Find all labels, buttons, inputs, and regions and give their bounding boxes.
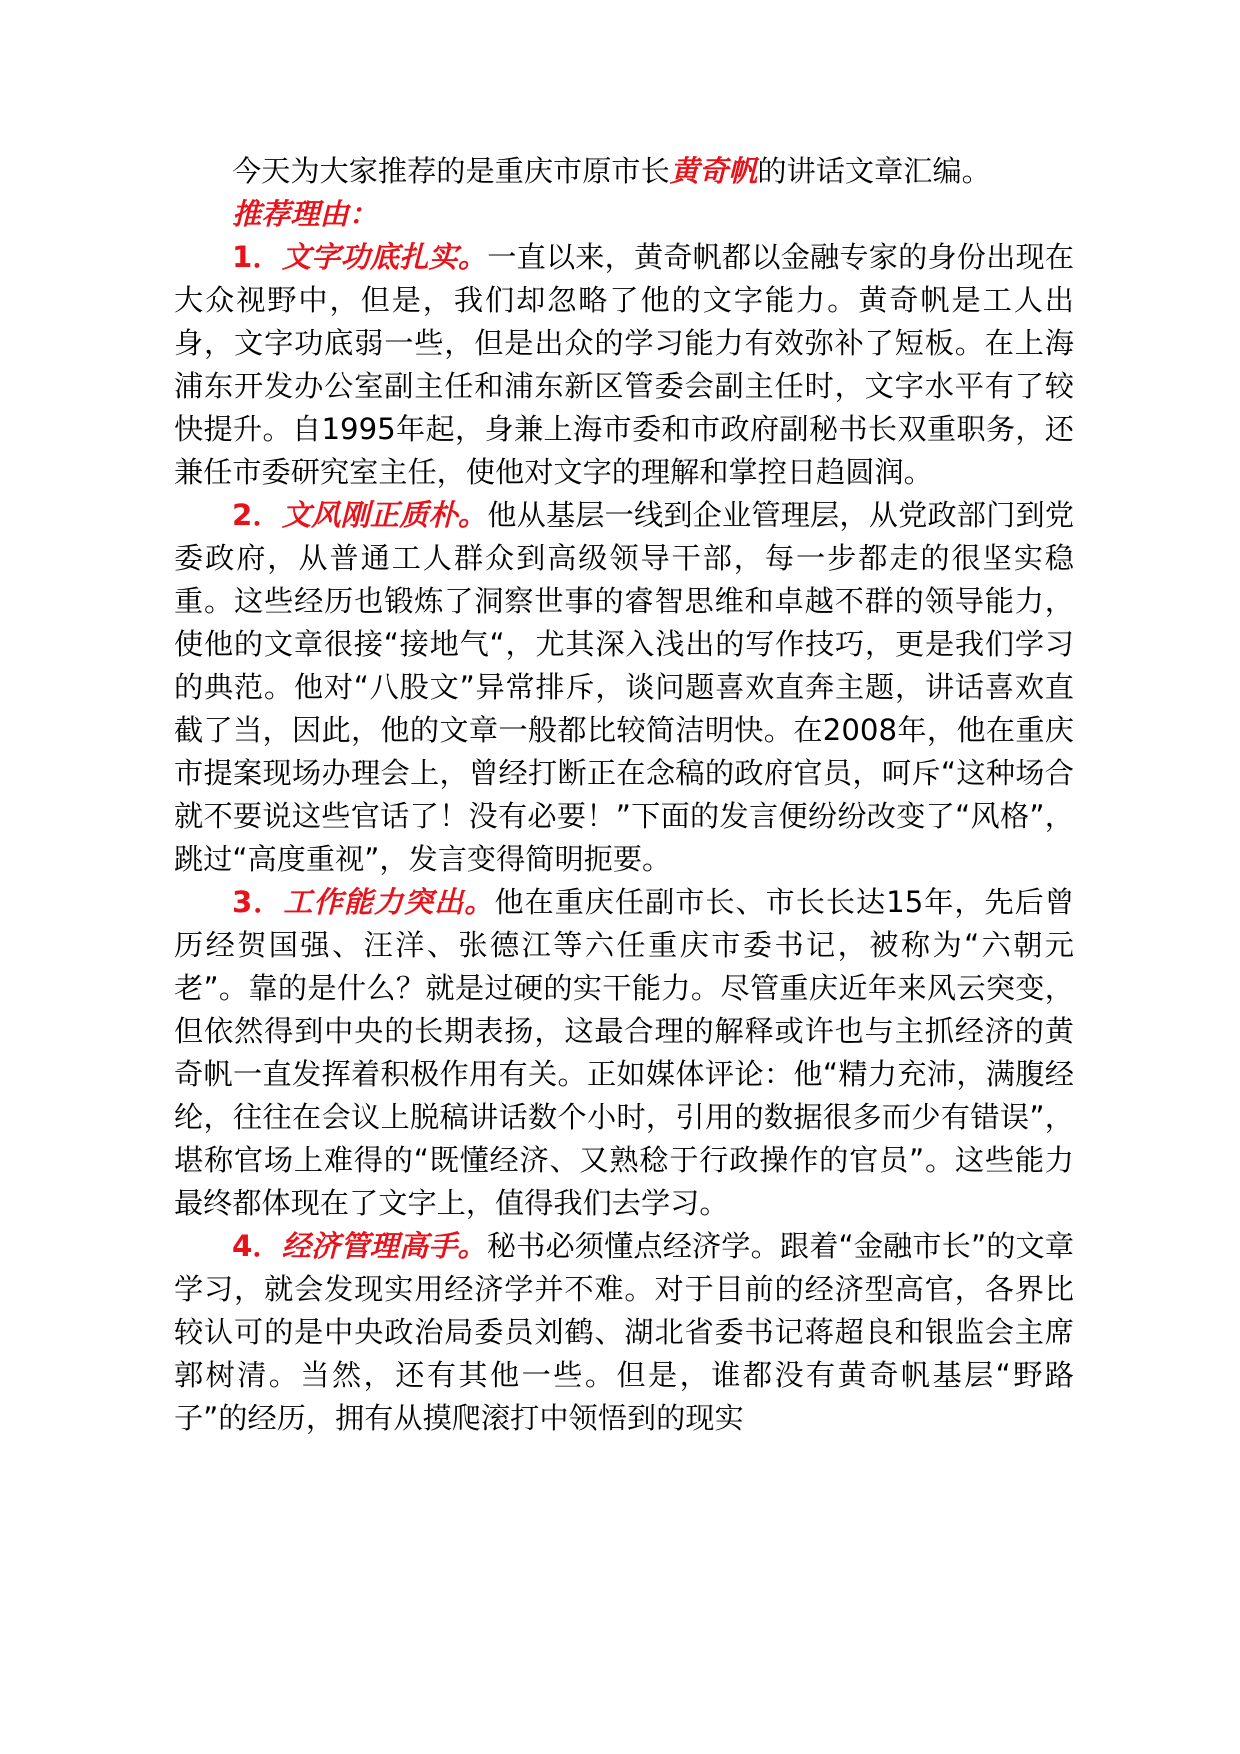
reason-number: 1． (232, 240, 282, 274)
reason-paragraph-4 (174, 1225, 1074, 1440)
reason-title: 工作能力突出。 (283, 885, 495, 919)
reason-number: 2． (232, 498, 282, 532)
intro-text-after: 的讲话文章汇编。 (757, 154, 991, 188)
reason-number: 3． (232, 885, 284, 919)
reason-title: 文字功底扎实。 (281, 240, 488, 274)
document-body (174, 150, 1074, 1440)
reason-number: 4． (232, 1229, 282, 1263)
reason-paragraph-1 (174, 236, 1074, 494)
reason-body: 他在重庆任副市长、市长长达15年，先后曾历经贺国强、汪洋、张德江等六任重庆市委书记，被称为“六朝元老”。靠的是什么？就是过硬的实干能力。尽管重庆近年来风云突变，但依然得到中央的长期表扬，这最合理的解释或许也与主抓经济的黄奇帆一直发挥着积极作用有关。正如媒体评论：他“精力充沛，满腹经纶，往往在会议上脱稿讲话数个小时，引用的数据很多而少有错误”，堪称官场上难得的“既懂经济、又熟稔于行政操作的官员”。这些能力最终都体现在了文字上，值得我们去学习。 (174, 885, 1075, 1220)
reasons-heading-text: 推荐理由： (232, 197, 378, 231)
intro-paragraph (174, 150, 1074, 193)
reasons-heading (174, 193, 1074, 236)
reason-body: 秘书必须懂点经济学。跟着“金融市长”的文章学习，就会发现实用经济学并不难。对于目前的经济型高官，各界比较认可的是中央政治局委员刘鹤、湖北省委书记蒋超良和银监会主席郭树清。当然，还有其他一些。但是，谁都没有黄奇帆基层“野路子”的经历，拥有从摸爬滚打中领悟到的现实 (174, 1229, 1075, 1435)
reason-title: 经济管理高手。 (281, 1229, 487, 1263)
intro-text-before: 今天为大家推荐的是重庆市原市长 (232, 154, 670, 188)
reason-paragraph-2 (174, 494, 1074, 881)
reason-body: 他从基层一线到企业管理层，从党政部门到党委政府，从普通工人群众到高级领导干部，每一步都走的很坚实稳重。这些经历也锻炼了洞察世事的睿智思维和卓越不群的领导能力，使他的文章很接“接地气“，尤其深入浅出的写作技巧，更是我们学习的典范。他对“八股文”异常排斥，谈问题喜欢直奔主题，讲话喜欢直截了当，因此，他的文章一般都比较简洁明快。在2008年，他在重庆市提案现场办理会上，曾经打断正在念稿的政府官员，呵斥“这种场合就不要说这些官话了！没有必要！”下面的发言便纷纷改变了“风格”，跳过“高度重视”，发言变得简明扼要。 (174, 498, 1075, 876)
reason-body: 一直以来，黄奇帆都以金融专家的身份出现在大众视野中，但是，我们却忽略了他的文字能力。黄奇帆是工人出身，文字功底弱一些，但是出众的学习能力有效弥补了短板。在上海浦东开发办公室副主任和浦东新区管委会副主任时，文字水平有了较快提升。自1995年起，身兼上海市委和市政府副秘书长双重职务，还兼任市委研究室主任，使他对文字的理解和掌控日趋圆润。 (174, 240, 1075, 489)
reason-paragraph-3 (174, 881, 1074, 1225)
reason-title: 文风刚正质朴。 (281, 498, 488, 532)
intro-name-highlight: 黄奇帆 (669, 154, 758, 188)
